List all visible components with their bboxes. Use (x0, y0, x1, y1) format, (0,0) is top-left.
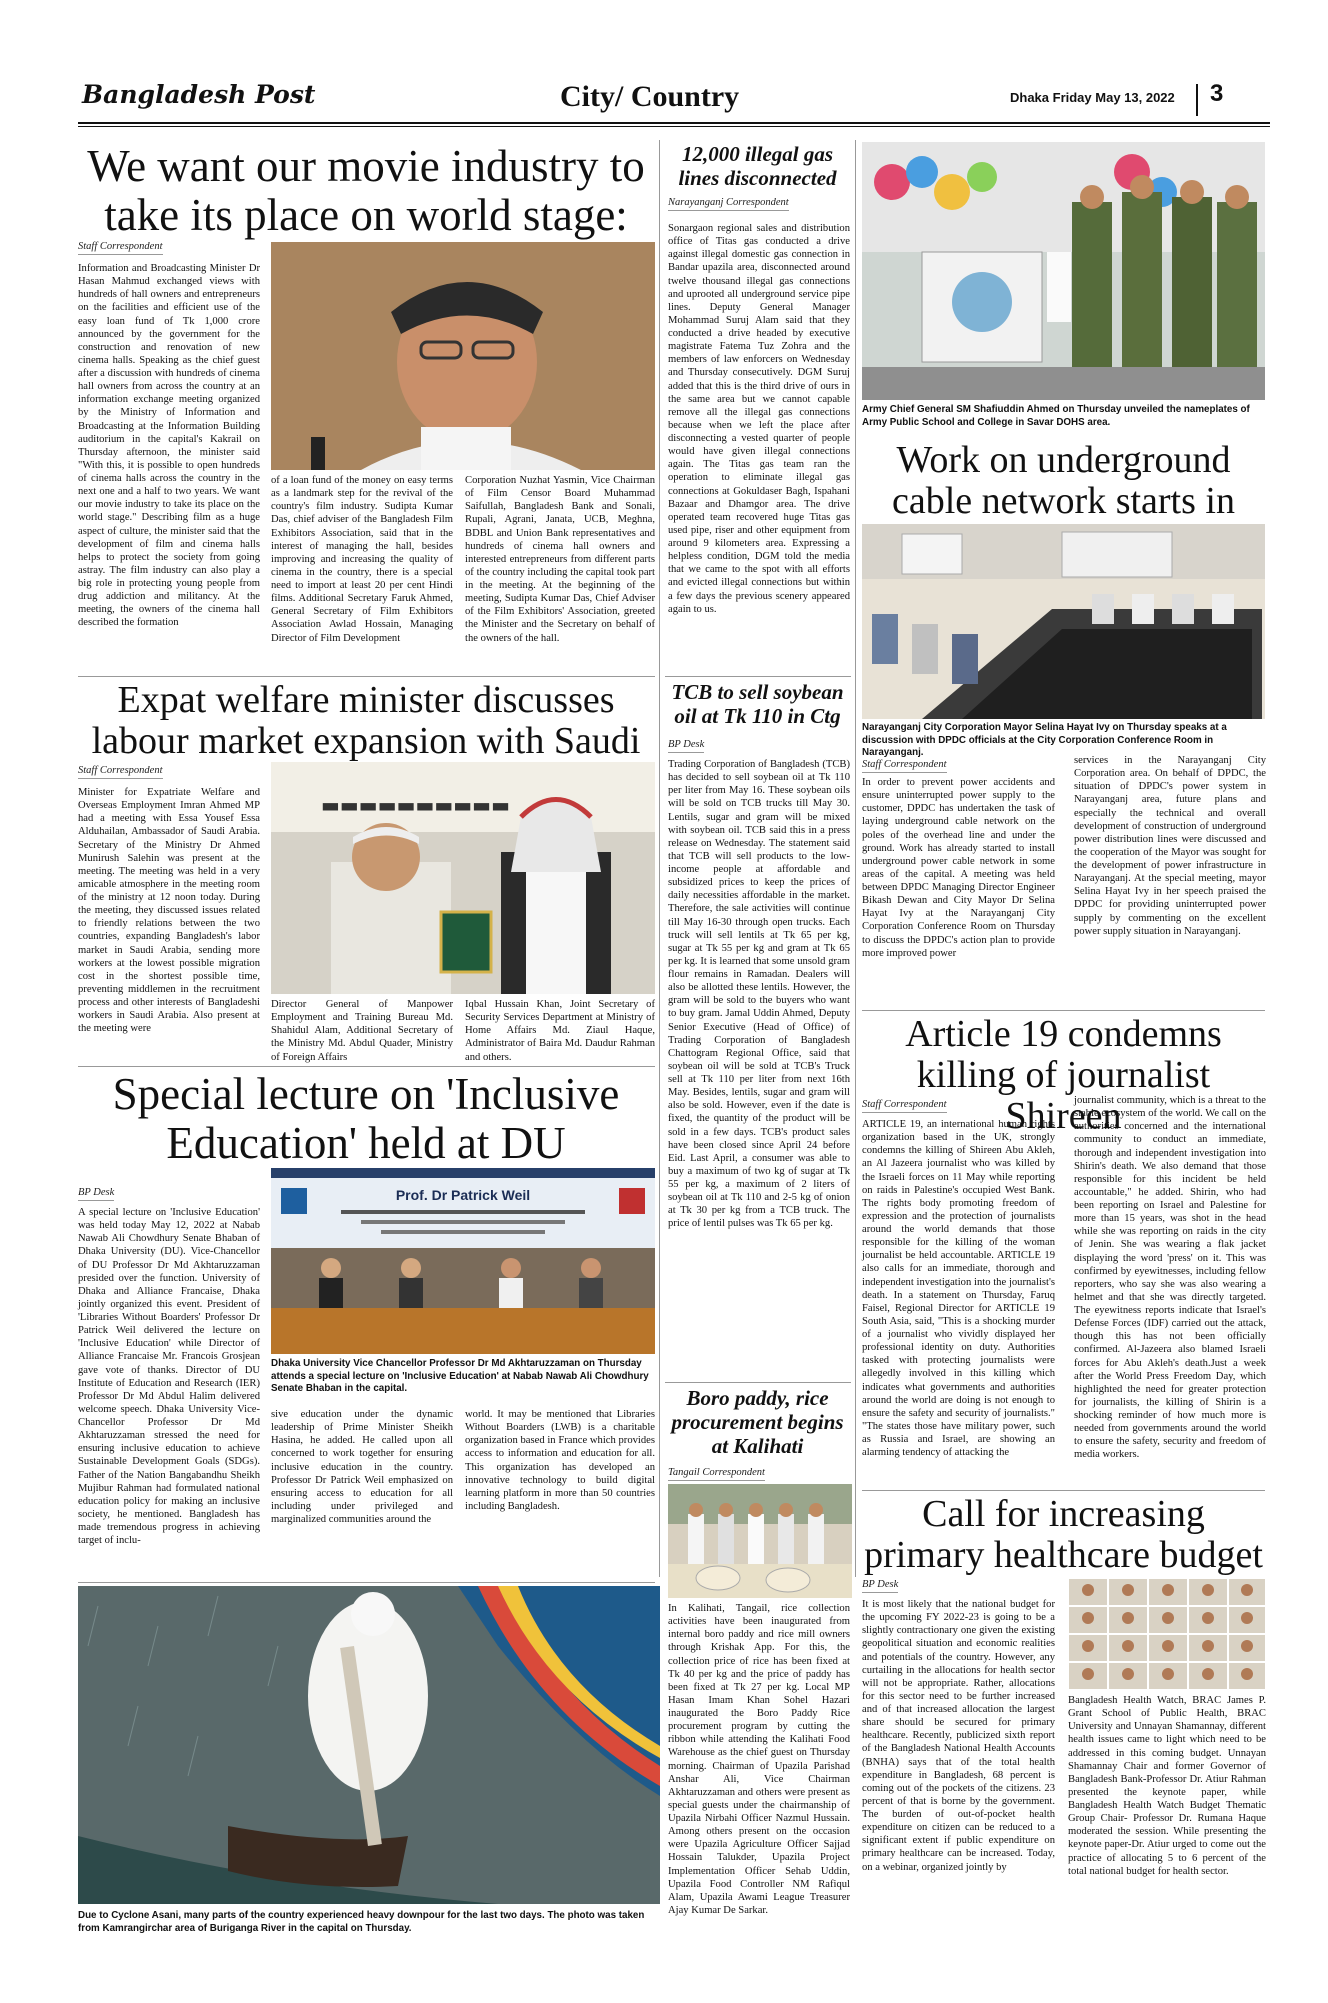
caption-army: Army Chief General SM Shafiuddin Ahmed on Thursday unveiled the nameplates of Army Public School and College in Savar DOHS area. (862, 404, 1250, 428)
hasan-column-1: Information and Broadcasting Minister Dr Hasan Mahmud exchanged views with hundreds of hall owners and entrepreneurs on the facilities and efficient use of the easy loan fund of Tk 1,000 crore announced by the government for the construction and renovation of new cinema halls. Speaking as the chief guest after a discussion with hundreds of cinema hall owners from across the country at an information exchange meeting organized by the Ministry of Information and Broadcasting at the Information Building auditorium in the capital's Kakrail on Thursday afternoon, the minister said "With this, it is possible to open hundreds of cinema halls across the country in the next one and a half to two years. We want our movie industry to take its place on the world stage." Describing film as a huge aspect of culture, the minister said that the development of film and cinema halls helps to protect the society from going astray. The film industry can also play a big role in protecting young people from drug addiction and militancy. At the meeting, the owners of the cinema hall described the formation (78, 263, 260, 629)
photo-hasan (271, 242, 655, 470)
lecture-column-1: A special lecture on 'Inclusive Education' was held today May 12, 2022 at Nabab Nawab Ali Chowdhury Senate Bhaban of Dhaka University (DU). Vice-Chancellor of DU Professor Dr Md Akhtaruzzaman presided over the function. University of Dhaka and Alliance Francaise, Dhaka jointly organized this event. President of 'Libraries Without Boarders' Professor Dr Patrick Weil delivered the lecture on 'Inclusive Education' while Director of Alliance Francaise Mr. Francois Grosjean gave vote of thanks. Director of DU Institute of Education and Research (IER) Professor Dr Md Abdul Halim delivered welcome speech. Dhaka University Vice-Chancellor Professor Dr Md Akhtaruzzaman stressed the need for ensuring inclusive education to achieve Sustainable Development Goals (SDGs). Father of the Nation Bangabandhu Sheikh Mujibur Rahman had formulated national education policy for making an inclusive society, he mentioned. Bangladesh has made tremendous progress in achieving target of inclu- (78, 1207, 260, 1547)
headline-expat: Expat welfare minister discusses labour market expansion with Saudi (91, 679, 641, 763)
section-rule (78, 1066, 655, 1067)
byline-lecture: BP Desk (78, 1187, 114, 1201)
minister-portrait-image (271, 242, 655, 470)
headline-gas: 12,000 illegal gas lines disconnected (678, 142, 837, 191)
photo-cyclone (78, 1586, 660, 1904)
rice-procurement-image (668, 1484, 852, 1598)
photo-expat (271, 762, 655, 994)
byline-paddy: Tangail Correspondent (668, 1467, 765, 1481)
cyclone-river-image (78, 1586, 660, 1904)
section-title: City/ Country (560, 80, 740, 113)
lecture-column-2: sive education under the dynamic leadership of Prime Minister Sheikh Hasina, he added. He called upon all concerned to work together for ensuring inclusive education in the country. Professor Dr Patrick Weil emphasized on ensuring access to education for all including under privileged and marginalized communities around the (271, 1409, 453, 1525)
health-column-2: Bangladesh Health Watch, BRAC James P. Grant School of Public Health, BRAC University and Unnayan Shamannay, different health issues came to light which need to be addressed in this coming budget. Unnayan Shamannay Chair and former Governor of Bangladesh Bank-Professor Dr. Atiur Rahman presented the keynote paper, while Bangladesh Health Watch Budget Thematic Group Chair- Professor Dr. Rumana Haque moderated the session. While presenting the keynote paper-Dr. Atiur urged to come out the practice of allocating 5 to 6 percent of the total national budget for health sector. (1068, 1695, 1266, 1877)
byline-tcb: BP Desk (668, 739, 704, 753)
health-column-1: It is most likely that the national budget for the upcoming FY 2022-23 is going to be a slightly contractionary one given the existing geopolitical situation and economic realities and potentials of the country. However, any curtailing in the allocations for health sector will not be appropriate. Rather, allocations for this sector need to be further increased and of that increased allocation the largest share should be secured for primary healthcare. Recently, publicized sixth report of the Bangladesh National Health Accounts (BNHA) says that of the total health expenditure in Bangladesh, 68 percent is coming out of the pockets of the citizens. 23 percent of that is borne by the government. The burden of out-of-pocket health expenditure on citizen can be reduced to a significant extent if public expenditure on primary healthcare can be increased. Today, on a webinar, organized jointly by (862, 1599, 1055, 1873)
headline-cable: Work on underground cable network starts in (892, 439, 1235, 523)
headline-tcb: TCB to sell soybean oil at Tk 110 in Ctg (671, 680, 844, 729)
masthead-rule-thin (78, 126, 1270, 127)
caption-lecture: Dhaka University Vice Chancellor Professor Dr Md Akhtaruzzaman on Thursday attends a special lecture on 'Inclusive Education' at Nabab Nawab Ali Chowdhury Senate Bhaban in the capital. (271, 1358, 649, 1395)
section-rule (78, 676, 655, 677)
photo-health (1068, 1578, 1266, 1690)
svg-text:▬▬▬▬▬▬▬▬▬▬: ▬▬▬▬▬▬▬▬▬▬ (321, 793, 510, 817)
paddy-body: In Kalihati, Tangail, rice collection activities have been inaugurated from internal boro paddy and rice mill owners through Krishak App. For this, the collection price of rice has been fixed at Tk 40 per kg and the price of paddy has been fixed at Tk 27 per kg. Local MP Hasan Imam Khan Sohel Hazari inaugurated the Boro Paddy Rice procurement program by cutting the ribbon while attending the Kalihati Food Warehouse as the chief guest on Thursday morning. Chairman of Upazila Parishad Anshar Ali, Vice Chairman Akhtaruzzaman and others were present as special guests under the chairmanship of Upazila Nirbahi Officer Nazmul Hussain. Among others present on the occasion were Upazila Agriculture Officer Sajjad Hossain Talukder, Upazila Project Implementation Officer Sehab Uddin, Upazila Food Controller NM Rafiqul Alam, Upazila Awami League Treasurer Ajay Kumar De Sarkar. (668, 1603, 850, 1916)
gas-body: Sonargaon regional sales and distribution office of Titas gas conducted a drive against illegal domestic gas connection in Bandar upazila area, disconnected around twelve thousand illegal gas connections and uprooted all underground service pipe lines. Deputy General Manager Mohammad Suruj Alam said that they conducted a drive headed by executive magistrate Fatema Tuz Zohra and the members of law enforcers on Wednesday and Thursday consecutively. DGM Suruj added that this is the third drive of ours in the same area but we cannot capable remove all the illegal gas connections because when we left the place after disconnecting a vested quarter of people would have given illegal connections again. The Titas gas team ran the operation to eliminate illegal gas connections at Gokuldaser Bagh, Ispahani Bazaar and Dhamgor area. The drive operated team recovered huge Titas gas used pipe, riser and other equipment from around 9 kilometers area. Expressing a helpless condition, DGM told the media that we came to the spot with all efforts and evicted illegal connections but within a few days the previous scenery appeared again to us. (668, 223, 850, 615)
photo-paddy (668, 1484, 852, 1598)
lecture-column-3: world. It may be mentioned that Libraries Without Boarders (LWB) is a charitable organization based in France which provides access to information and education for all. This organization has developed an innovative technology to build digital learning platform in more than 50 countries including Bangladesh. (465, 1409, 655, 1512)
article19-column-1: ARTICLE 19, an international human rights organization based in the UK, strongly condemns the killing of Shireen Abu Akleh, an Al Jazeera journalist who was killed by the Israeli forces on 11 May while reporting on raids in Palestine's occupied West Bank. The rights body promoting freedom of expression and the protection of journalists around the world demands that those responsible for the killing of the woman journalist be held accountable. ARTICLE 19 also calls for an immediate, thorough and independent investigation into the journalist's death. In a statement on Thursday, Faruq Faisel, Regional Director for ARTICLE 19 South Asia, said, "This is a shocking murder of a journalist who vividly displayed her professional identity on duty. Authorities tasked with protecting journalists were allegedly involved in this killing which indicates what governments and authorities around the world are doing is not enough to ensure the safety and security of journalists." "The states those have military power, such as Russia and Israel, are showing an alarming tendency of attacking the (862, 1119, 1055, 1459)
hasan-column-3: Corporation Nuzhat Yasmin, Vice Chairman of Film Censor Board Muhammad Saifullah, Bangladesh Bank and Sonali, Rupali, Agrani, Janata, UCB, Meghna, BDBL and Union Bank representatives and hundreds of cinema hall owners and interested entrepreneurs from different parts of the country including the capital took part in the meeting. At the beginning of the meeting, Sudipta Kumar Das, Chief Adviser of the Film Exhibitors' Association, greeted the Minister and the Secretary on behalf of the owners of the hall. (465, 475, 655, 644)
caption-cable: Narayanganj City Corporation Mayor Selina Hayat Ivy on Thursday speaks at a discussion with DPDC officials at the City Corporation Conference Room in Narayanganj. (862, 722, 1227, 759)
banner-speaker-name: Prof. Dr Patrick Weil (395, 1187, 531, 1203)
section-rule (862, 1490, 1265, 1491)
page-number-divider (1196, 84, 1198, 116)
lecture-stage-image (271, 1168, 655, 1354)
byline-expat: Staff Correspondent (78, 765, 163, 779)
section-rule (665, 676, 851, 677)
section-rule (665, 1382, 851, 1383)
tcb-body: Trading Corporation of Bangladesh (TCB) has decided to sell soybean oil at Tk 110 per liter from May 16. These soybean oils will be sold on TCB trucks till May 30. Lentils, sugar and gram will be mixed with soybean oil. TCB said this in a press release on Wednesday. The statement said that TCB will sell products to the low-income people at affordable and subsidized prices to keep the prices of daily necessities affordable in the market. Therefore, the sale activities will continue till May 16-30 through open trucks. Each truck will sell lentils at Tk 65 per kg, sugar at Tk 55 per kg and gram at Tk 65 per kg. It is learned that some unsold gram flour remains in Ramadan. Dealers will also be allotted these lentils. However, the gram will be sold to the buyers who want to buy gram. Jamal Uddin Ahmed, Deputy Senior Executive (Head of Office) of Trading Corporation of Bangladesh Chattogram Regional Office, said that soybean oil will be sold at TCB's Truck sell at Tk 110 per liter from next 16th May. Besides, lentils, sugar and gram will also be sold. However, even if the date is fixed, the quantity of the product will be sold in a few days. TCB's product sales have been closed since April 24 before Eid. Last April, a consumer was able to buy a maximum of two kg of sugar at Tk 55 per kg, a maximum of 2 liters of soybean oil at Tk 110 and 2-5 kg of onion at Tk 30 per kg from a TCB truck. The price of lentil pulses was Tk 65 per kg. (668, 759, 850, 1230)
cable-column-1: In order to prevent power accidents and ensure uninterrupted power supply to the customer, DPDC has undertaken the task of laying underground cable network on the poles of the overhead line and under the ground. Work has already started to install underground power cable network in some areas of the capital. A meeting was held between DPDC Managing Director Engineer Bikash Dewan and City Mayor Dr Selina Hayat Ivy at the Narayanganj City Corporation Conference Room on Thursday to discuss the DPDC's action plan to provide more improved power (862, 777, 1055, 959)
column-rule (855, 140, 856, 1577)
masthead-rule (78, 122, 1270, 124)
expat-column-1: Minister for Expatriate Welfare and Overseas Employment Imran Ahmed MP had a meeting with Essa Yousef Essa Alduhailan, Ambassador of Saudi Arabia. Secretary of the Ministry Dr Ahmed Munirush Salehin was present at the meeting. The meeting was held in a very amicable atmosphere in the meeting room of the ministry at 12 noon today. During the meeting, they discussed issues related to friendly relations between the two countries, expanding Bangladesh's labor market in Saudi Arabia, sending more workers at the lowest possible migration cost in the shortest possible time, preventing middlemen in the recruitment process and other interests of Bangladeshi workers in Saudi Arabia. Also present at the meeting were (78, 787, 260, 1035)
byline-hasan: Staff Correspondent (78, 241, 163, 255)
expat-column-2: Director General of Manpower Employment and Training Bureau Md. Shahidul Alam, Additional Secretary of the Ministry Md. Abdul Quader, Ministry of Foreign Affairs (271, 999, 453, 1063)
photo-lecture (271, 1168, 655, 1354)
cable-column-2: services in the Narayanganj City Corporation area. On behalf of DPDC, the situation of DPDC's power system in Narayanganj area, future plans and especially the technical and overall development of construction of underground power distribution lines were discussed and the cooperation of the Mayor was sought for the development of power infrastructure in Narayanganj. At the special meeting, mayor Selina Hayat Ivy in her speech praised the DPDC for providing uninterrupted power supply by commenting on the excellent power supply situation in Narayanganj. (1074, 755, 1266, 937)
section-rule (78, 1582, 655, 1583)
byline-cable: Staff Correspondent (862, 759, 947, 773)
headline-article19: Article 19 condemns killing of journalist Shireen (905, 1013, 1222, 1138)
caption-cyclone: Due to Cyclone Asani, many parts of the country experienced heavy downpour for the last two days. The photo was taken from Kamrangirchar area of Buriganga River in the capital on Thursday. (78, 1910, 645, 1934)
minister-ambassador-image (271, 762, 655, 994)
hasan-column-2: of a loan fund of the money on easy terms as a landmark step for the revival of the country's film industry. Sudipta Kumar Das, chief adviser of the Bangladesh Film Exhibitors Association, said that in the interest of managing the hall, besides improving and increasing the quality of cinema in the country, there is a special need to import at least 20 per cent Hindi films. Additional Secretary Faruk Ahmed, General Secretary of Film Exhibitors Association Awlad Hossain, Managing Director of Film Development (271, 475, 453, 644)
photo-army (862, 142, 1265, 400)
headline-health: Call for increasing primary healthcare budget (864, 1493, 1263, 1577)
section-rule (862, 1010, 1265, 1011)
expat-column-3: Iqbal Hussain Khan, Joint Secretary of Security Services Department at Ministry of Home Affairs Md. Ziaul Haque, Administrator of Baira Md. Daudur Rahman and others. (465, 999, 655, 1063)
photo-cable (862, 524, 1265, 719)
headline-paddy: Boro paddy, rice procurement begins at Kalihati (671, 1386, 844, 1459)
page-number: 3 (1210, 80, 1224, 107)
byline-article19: Staff Correspondent (862, 1099, 947, 1113)
article19-column-2: journalist community, which is a threat to the stable ecosystem of the world. We call on the authorities concerned and the international community to conduct an immediate, thorough and independent investigation into Shirin's death. We also demand that those responsible for this incident be held accountable," he added. Shirin, who had been reporting on Israel and Palestine for more than 15 years, was shot in the head while she was reporting on raids in the city of Jenin. She was wearing a flak jacket displaying the word 'press' on it. This was confirmed by eyewitnesses, including fellow reporters, who say she was also wearing a helmet and that she was directly targeted. The eyewitness reports indicate that Israel's Defense Forces (IDF) carried out the attack, though this has not been officially confirmed. Al-Jazeera also blamed Israeli forces for Abu Akleh's death.Just a week after the World Press Freedom Day, which highlighted the need for greater protection for journalists, the killing of Shirin is a shocking reminder of how much more is needed from governments around the world to ensure the safety, security and freedom of media workers. (1074, 1095, 1266, 1461)
column-rule (659, 140, 660, 1577)
byline-health: BP Desk (862, 1579, 898, 1593)
masthead-logo: Bangladesh Post (82, 80, 316, 109)
headline-lecture: Special lecture on 'Inclusive Education' held at DU (112, 1069, 620, 1168)
byline-gas: Narayanganj Correspondent (668, 197, 789, 211)
webinar-grid-image (1068, 1578, 1266, 1690)
army-event-image (862, 142, 1265, 400)
dateline: Dhaka Friday May 13, 2022 (1010, 90, 1175, 105)
headline-hasan: We want our movie industry to take its place on world stage: (87, 141, 645, 240)
meeting-room-image (862, 524, 1265, 719)
